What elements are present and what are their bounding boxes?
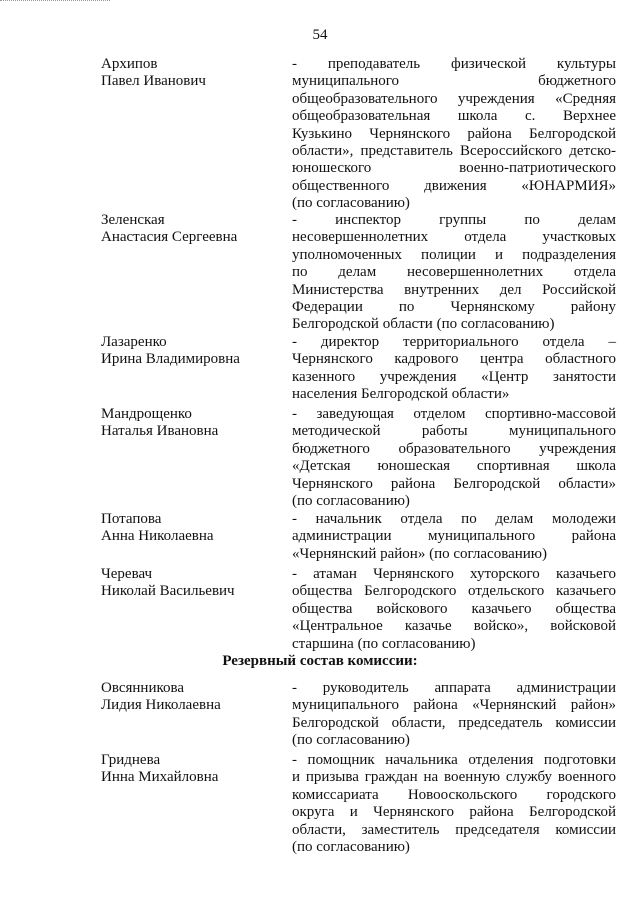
member-surname: Лазаренко: [101, 334, 167, 350]
role-line: Кузькино Чернянского района Белгородской: [292, 125, 616, 142]
role-line: Чернянского кадрового центра областного: [292, 351, 616, 368]
role-line: общественного движения «ЮНАРМИЯ»: [292, 177, 616, 194]
role-line: - инспектор группы по делам: [292, 212, 616, 228]
role-line: Федерации по Чернянскому району: [292, 299, 616, 316]
role-line: общества Белгородского отдельского казачьего: [292, 583, 616, 600]
role-line: «Детская юношеская спортивная школа: [292, 458, 616, 475]
role-line: - руководитель аппарата администрации: [292, 680, 616, 696]
role-line: старшина (по согласованию): [292, 635, 476, 652]
member-name: [101, 56, 276, 91]
role-line: населения Белгородской области»: [292, 386, 510, 403]
role-line: муниципального бюджетного: [292, 73, 616, 90]
member-surname: Овсянникова: [101, 680, 185, 696]
role-line: - преподаватель физической культуры: [292, 56, 616, 72]
role-line: юношеского военно-патриотического: [292, 160, 616, 177]
reserve-section-title: Резервный состав комиссии:: [222, 653, 418, 669]
role-line: и призыва граждан на военную службу военного: [292, 769, 616, 786]
page-number: 54: [312, 27, 328, 43]
role-line: (по согласованию): [292, 839, 410, 856]
member-given-names: Анна Николаевна: [101, 528, 214, 545]
role-line: Белгородской области (по согласованию): [292, 316, 555, 333]
role-line: - заведующая отделом спортивно-массовой: [292, 406, 616, 422]
role-line: (по согласованию): [292, 195, 410, 212]
member-surname: Гриднева: [101, 752, 161, 768]
member-role: [292, 566, 616, 653]
member-role: [292, 56, 616, 213]
role-line: - директор территориального отдела –: [292, 334, 616, 350]
member-role: [292, 680, 616, 750]
member-given-names: Павел Иванович: [101, 73, 206, 90]
member-name: [101, 212, 276, 247]
role-line: методической работы муниципального: [292, 423, 616, 440]
role-line: комиссариата Новооскольского городского: [292, 786, 616, 803]
member-given-names: Лидия Николаевна: [101, 697, 221, 714]
member-surname: Черевач: [101, 566, 153, 582]
member-given-names: Инна Михайловна: [101, 769, 219, 786]
role-line: Министерства внутренних дел Российской: [292, 281, 616, 298]
member-given-names: Ирина Владимировна: [101, 351, 240, 368]
member-surname: Зеленская: [101, 212, 165, 228]
top-edge-mark: [0, 0, 110, 3]
member-role: [292, 511, 616, 563]
role-line: области», представитель Всероссийского детско-: [292, 143, 616, 160]
member-name: [101, 752, 276, 787]
role-line: общеобразовательного учреждения «Средняя: [292, 90, 616, 107]
member-role: [292, 334, 616, 404]
role-line: - начальник отдела по делам молодежи: [292, 511, 616, 527]
member-surname: Мандрощенко: [101, 406, 192, 422]
member-name: [101, 566, 276, 601]
member-name: [101, 334, 276, 369]
role-line: «Центральное казачье войско», войсковой: [292, 618, 616, 635]
role-line: муниципального района «Чернянский район»: [292, 697, 616, 714]
role-line: - атаман Чернянского хуторского казачьего: [292, 566, 616, 582]
member-role: [292, 406, 616, 510]
role-line: бюджетного образовательного учреждения: [292, 440, 616, 457]
role-line: области, заместитель председателя комиссии: [292, 821, 616, 838]
member-role: [292, 752, 616, 856]
role-line: по делам несовершеннолетних отдела: [292, 264, 616, 281]
member-given-names: Николай Васильевич: [101, 583, 235, 600]
member-given-names: Наталья Ивановна: [101, 423, 219, 440]
role-line: администрации муниципального района: [292, 528, 616, 545]
role-line: (по согласованию): [292, 732, 410, 749]
role-line: казенного учреждения «Центр занятости: [292, 368, 616, 385]
member-name: [101, 680, 276, 715]
role-line: - помощник начальника отделения подготовки: [292, 752, 616, 768]
member-name: [101, 406, 276, 441]
role-line: Белгородской области, председатель комиссии: [292, 714, 616, 731]
role-line: уполномоченных полиции и подразделения: [292, 246, 616, 263]
member-given-names: Анастасия Сергеевна: [101, 229, 238, 246]
role-line: Чернянского района Белгородской области»: [292, 475, 616, 492]
member-role: [292, 212, 616, 334]
member-surname: Потапова: [101, 511, 162, 527]
role-line: «Чернянский район» (по согласованию): [292, 545, 547, 562]
member-surname: Архипов: [101, 56, 158, 72]
role-line: общеобразовательная школа с. Верхнее: [292, 108, 616, 125]
member-name: [101, 511, 276, 546]
role-line: (по согласованию): [292, 493, 410, 510]
role-line: общества войскового казачьего общества: [292, 600, 616, 617]
role-line: округа и Чернянского района Белгородской: [292, 804, 616, 821]
role-line: несовершеннолетних отдела участковых: [292, 229, 616, 246]
